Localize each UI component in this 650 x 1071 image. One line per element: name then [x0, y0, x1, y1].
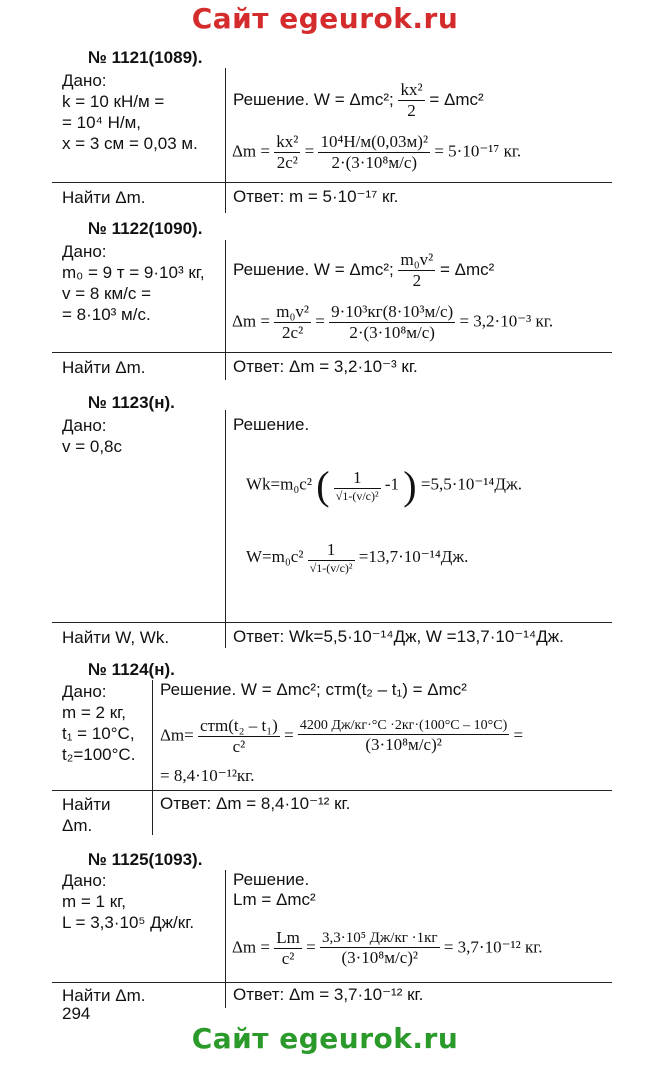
solution-line: Решение. Lm = Δmc²: [233, 870, 316, 909]
watermark-top: Сайт egeurok.ru: [191, 2, 459, 35]
divider-vertical: [225, 68, 226, 213]
formula-total: W=m₀c² $\frac{1}{\text{√1-(v/c)²}}$ =13,7·10⁻¹⁴Дж.: [246, 540, 469, 575]
formula-line: Δm= $\frac{\text{cтm(t₂ – t₁)}}{\text{c²}}$ = $\frac{4200 Дж/кг\cdot^\circ C \cdot 2кг\cdot(100^\circ C - 10^\circ C)}{\text{(3·10⁸м/с)²}}$ =: [160, 716, 524, 756]
solution-line: Решение.: [233, 415, 310, 434]
formula-line: Δm = $\frac{\text{m₀v²}}{\text{2c²}}$ = $\frac{\text{9·10³кг(8·10³м/с)}}{\text{2·(3·10⁸м/с)}}$ = 3,2·10⁻³ кг.: [232, 302, 554, 342]
find-label: Найти Δm.: [62, 986, 146, 1005]
answer-line: Ответ: Δm = 3,7·10⁻¹² кг.: [233, 985, 424, 1004]
solution-line: Решение. W = Δmc²; cтm(t₂ – t₁) = Δmc²: [160, 680, 467, 699]
given-block: Дано: m₀ = 9 т = 9·10³ кг, v = 8 км/с = = 8·10³ м/с.: [62, 242, 205, 324]
answer-line: Ответ: Wk=5,5·10⁻¹⁴Дж, W =13,7·10⁻¹⁴Дж.: [233, 627, 564, 646]
divider-horizontal: [52, 790, 612, 791]
formula-line: Δm = $\frac{Lm}{\text{c²}}$ = $\frac{\text{3,3·10⁵ Дж/кг ·1кг}}{\text{(3·10⁸м/с)²}}$ = 3,7·10⁻¹² кг.: [232, 928, 543, 968]
divider-horizontal: [52, 182, 612, 183]
given-block: Дано: v = 0,8c: [62, 416, 123, 456]
divider-vertical: [225, 410, 226, 648]
given-block: Дано: m = 2 кг, t₁ = 10°C, t₂=100°C.: [62, 682, 136, 764]
given-block: Дано: m = 1 кг, L = 3,3·10⁵ Дж/кг.: [62, 871, 195, 932]
problem-number: № 1122(1090).: [88, 219, 203, 238]
solution-line: Решение. W = Δmc²; $\frac{\text{kx²}}{2}$ = Δmc²: [233, 80, 484, 120]
find-label: Найти Δm.: [62, 358, 146, 377]
page-number: 294: [62, 1004, 91, 1023]
problem-number: № 1121(1089).: [88, 48, 203, 67]
divider-vertical: [225, 870, 226, 1008]
formula-line: Δm = $\frac{\text{kx²}}{\text{2c²}}$ = $\frac{\text{10⁴Н/м(0,03м)²}}{\text{2·(3·10⁸м/с)}}$ = 5·10⁻¹⁷ кг.: [232, 132, 522, 172]
problem-number: № 1125(1093).: [88, 850, 203, 869]
divider-horizontal: [52, 622, 612, 623]
answer-line: Ответ: Δm = 3,2·10⁻³ кг.: [233, 357, 418, 376]
divider-vertical: [225, 240, 226, 380]
divider-horizontal: [52, 352, 612, 353]
problem-number: № 1123(н).: [88, 393, 175, 412]
find-label: Найти Δm.: [62, 795, 111, 835]
given-block: Дано: k = 10 кН/м = = 10⁴ Н/м, x = 3 см = 0,03 м.: [62, 71, 198, 153]
solution-line: Решение. W = Δmc²; $\frac{\text{m₀v²}}{2}$ = Δmc²: [233, 250, 495, 290]
divider-horizontal: [52, 982, 612, 983]
find-label: Найти Δm.: [62, 188, 146, 207]
problem-number: № 1124(н).: [88, 660, 175, 679]
formula-result: = 8,4·10⁻¹²кг.: [160, 766, 255, 785]
watermark-bottom: Сайт egeurok.ru: [191, 1022, 459, 1055]
answer-line: Ответ: Δm = 8,4·10⁻¹² кг.: [160, 794, 351, 813]
divider-vertical: [152, 680, 153, 835]
formula-kinetic: Wk=m₀c² ( $\frac{1}{\text{√1-(v/c)²}}$ -1 ) =5,5·10⁻¹⁴Дж.: [246, 463, 522, 508]
find-label: Найти W, Wk.: [62, 628, 170, 647]
answer-line: Ответ: m = 5·10⁻¹⁷ кг.: [233, 187, 399, 206]
